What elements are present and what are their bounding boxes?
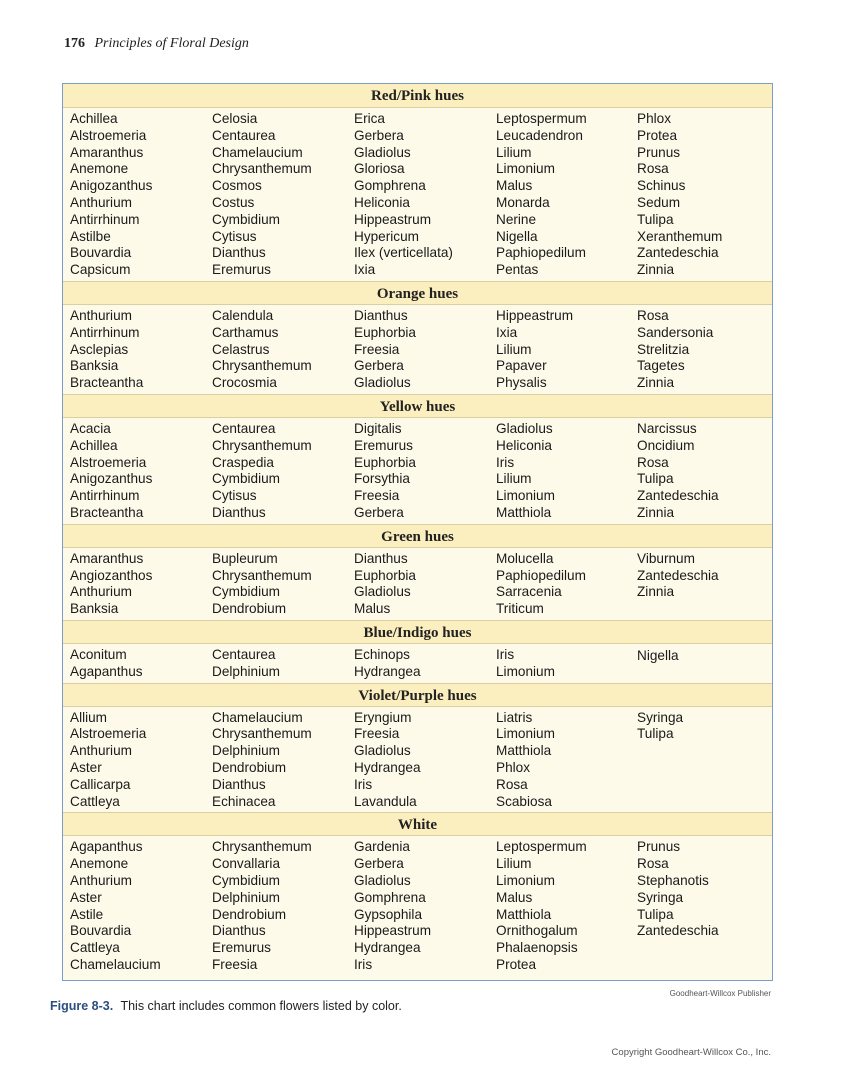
flower-name: Rosa bbox=[637, 454, 669, 470]
section-body-yellow-hues bbox=[63, 418, 772, 524]
section-title-orange-hues: Orange hues bbox=[63, 281, 772, 305]
flower-name: Anthurium bbox=[70, 194, 132, 210]
section-body-green-hues bbox=[63, 548, 772, 620]
flower-name: Antirrhinum bbox=[70, 211, 140, 227]
flower-name: Monarda bbox=[496, 194, 550, 210]
flower-name: Freesia bbox=[354, 726, 400, 742]
flower-name: Aster bbox=[70, 889, 102, 905]
flower-column bbox=[70, 551, 152, 618]
flower-column bbox=[496, 710, 555, 811]
flower-name: Ornithogalum bbox=[496, 923, 578, 939]
flower-name: Dendrobium bbox=[212, 601, 287, 617]
flower-name: Cymbidium bbox=[212, 872, 280, 888]
flower-name: Lilium bbox=[496, 471, 532, 487]
flower-name: Centaurea bbox=[212, 421, 276, 436]
flower-name: Gypsophila bbox=[354, 906, 423, 922]
flower-name: Sarracenia bbox=[496, 584, 562, 600]
flower-name: Prunus bbox=[637, 144, 681, 160]
flower-name: Craspedia bbox=[212, 454, 274, 470]
flower-name: Eryngium bbox=[354, 709, 412, 725]
flower-name: Hippeastrum bbox=[496, 308, 574, 323]
flower-name: Lilium bbox=[496, 341, 532, 357]
flower-name: Anthurium bbox=[70, 584, 132, 600]
flower-name: Chamelaucium bbox=[212, 144, 303, 160]
flower-name: Agapanthus bbox=[70, 663, 143, 679]
flower-name: Chrysanthemum bbox=[212, 726, 312, 742]
flower-name: Amaranthus bbox=[70, 550, 144, 566]
flower-name: Alstroemeria bbox=[70, 454, 147, 470]
flower-name: Matthiola bbox=[496, 504, 552, 520]
flower-name: Chrysanthemum bbox=[212, 161, 312, 177]
flower-column bbox=[212, 551, 312, 618]
flower-column bbox=[496, 421, 555, 522]
flower-name: Rosa bbox=[496, 776, 528, 792]
flower-column bbox=[637, 710, 683, 744]
flower-name: Amaranthus bbox=[70, 144, 144, 160]
flower-column bbox=[354, 551, 416, 618]
flower-name: Rosa bbox=[637, 856, 669, 872]
flower-name: Aster bbox=[70, 759, 102, 775]
flower-column bbox=[496, 839, 587, 973]
flower-name: Limonium bbox=[496, 663, 555, 679]
figure-caption bbox=[50, 999, 402, 1013]
flower-name: Gladiolus bbox=[354, 144, 411, 160]
flower-name: Bracteantha bbox=[70, 375, 144, 391]
flower-name: Paphiopedilum bbox=[496, 567, 586, 583]
flower-name: Gladiolus bbox=[354, 375, 411, 391]
flower-name: Nigella bbox=[637, 648, 679, 663]
section-title-white: White bbox=[63, 812, 772, 836]
flower-name: Bouvardia bbox=[70, 245, 132, 261]
flower-name: Dendrobium bbox=[212, 906, 287, 922]
flower-name: Hippeastrum bbox=[354, 211, 432, 227]
flower-name: Costus bbox=[212, 194, 255, 210]
flower-name: Forsythia bbox=[354, 471, 410, 487]
flower-name: Leucadendron bbox=[496, 127, 583, 143]
flower-name: Tulipa bbox=[637, 726, 674, 742]
flower-name: Scabiosa bbox=[496, 793, 552, 809]
flower-name: Dianthus bbox=[212, 245, 266, 261]
flower-name: Iris bbox=[354, 776, 373, 792]
flower-name: Tagetes bbox=[637, 358, 685, 374]
flower-name: Gerbera bbox=[354, 856, 404, 872]
flower-name: Limonium bbox=[496, 726, 555, 742]
flower-name: Celosia bbox=[212, 111, 258, 126]
flower-name: Calendula bbox=[212, 308, 274, 323]
flower-name: Ixia bbox=[496, 324, 518, 340]
page-header bbox=[64, 36, 249, 52]
flower-name: Malus bbox=[496, 889, 533, 905]
flower-name: Tulipa bbox=[637, 471, 674, 487]
flower-name: Callicarpa bbox=[70, 776, 131, 792]
flower-name: Bracteantha bbox=[70, 504, 144, 520]
flower-name: Phlox bbox=[637, 111, 672, 126]
flower-name: Agapanthus bbox=[70, 839, 143, 855]
flower-name: Chamelaucium bbox=[212, 709, 303, 725]
flower-name: Chrysanthemum bbox=[212, 358, 312, 374]
flower-name: Leptospermum bbox=[496, 111, 587, 126]
flower-name: Limonium bbox=[496, 161, 555, 177]
flower-name: Zinnia bbox=[637, 262, 675, 278]
flower-name: Delphinium bbox=[212, 889, 281, 905]
flower-name: Anemone bbox=[70, 856, 129, 872]
flower-name: Cytisus bbox=[212, 228, 257, 244]
flower-name: Lilium bbox=[496, 856, 532, 872]
flower-column bbox=[354, 710, 421, 811]
flower-name: Eremurus bbox=[354, 437, 413, 453]
flower-name: Molucella bbox=[496, 550, 554, 566]
flower-name: Capsicum bbox=[70, 262, 131, 278]
flower-name: Euphorbia bbox=[354, 567, 416, 583]
flower-name: Anthurium bbox=[70, 743, 132, 759]
flower-name: Anigozanthus bbox=[70, 471, 153, 487]
flower-name: Celastrus bbox=[212, 341, 270, 357]
copyright-notice: Copyright Goodheart-Willcox Co., Inc. bbox=[611, 1047, 771, 1058]
page-number: 176 bbox=[64, 36, 85, 51]
flower-name: Cattleya bbox=[70, 940, 120, 956]
figure-label: Figure 8-3. bbox=[50, 999, 114, 1013]
flower-name: Cymbidium bbox=[212, 471, 280, 487]
flower-name: Echinacea bbox=[212, 793, 276, 809]
section-title-yellow-hues: Yellow hues bbox=[63, 394, 772, 418]
flower-name: Gladiolus bbox=[354, 743, 411, 759]
flower-name: Gomphrena bbox=[354, 178, 426, 194]
flower-name: Hippeastrum bbox=[354, 923, 432, 939]
flower-name: Sandersonia bbox=[637, 324, 714, 340]
flower-column bbox=[637, 111, 722, 279]
flower-column bbox=[496, 647, 555, 681]
flower-name: Gomphrena bbox=[354, 889, 426, 905]
flower-column bbox=[70, 111, 152, 279]
flower-name: Iris bbox=[496, 454, 515, 470]
flower-name: Oncidium bbox=[637, 437, 695, 453]
flower-name: Centaurea bbox=[212, 647, 276, 662]
flower-name: Chrysanthemum bbox=[212, 839, 312, 855]
flower-name: Syringa bbox=[637, 709, 684, 725]
flower-column bbox=[70, 308, 143, 392]
flower-name: Nigella bbox=[496, 228, 538, 244]
flower-name: Banksia bbox=[70, 358, 119, 374]
flower-name: Gladiolus bbox=[354, 872, 411, 888]
flower-name: Schinus bbox=[637, 178, 686, 194]
section-title-blue-indigo-hues: Blue/Indigo hues bbox=[63, 620, 772, 644]
flower-name: Eremurus bbox=[212, 940, 271, 956]
flower-name: Gerbera bbox=[354, 504, 404, 520]
flower-column bbox=[496, 308, 573, 392]
flower-name: Convallaria bbox=[212, 856, 281, 872]
flower-name: Freesia bbox=[354, 341, 400, 357]
flower-name: Angiozanthos bbox=[70, 567, 153, 583]
flower-name: Nerine bbox=[496, 211, 537, 227]
flower-name: Astile bbox=[70, 906, 104, 922]
section-body-blue-indigo-hues bbox=[63, 644, 772, 683]
flower-name: Phlox bbox=[496, 759, 531, 775]
flower-column bbox=[354, 308, 416, 392]
flower-name: Delphinium bbox=[212, 743, 281, 759]
flower-name: Cosmos bbox=[212, 178, 262, 194]
flower-name: Antirrhinum bbox=[70, 324, 140, 340]
flower-name: Heliconia bbox=[354, 194, 410, 210]
flower-name: Zinnia bbox=[637, 584, 675, 600]
flower-column bbox=[212, 421, 312, 522]
flower-column bbox=[637, 308, 713, 392]
flower-name: Gloriosa bbox=[354, 161, 405, 177]
flower-name: Banksia bbox=[70, 601, 119, 617]
flower-name: Anemone bbox=[70, 161, 129, 177]
flower-name: Dianthus bbox=[212, 776, 266, 792]
flower-column bbox=[496, 551, 586, 618]
flower-name: Gladiolus bbox=[354, 584, 411, 600]
flower-column bbox=[637, 839, 719, 940]
flower-name: Anigozanthus bbox=[70, 178, 153, 194]
flower-name: Acacia bbox=[70, 421, 111, 436]
flower-name: Chrysanthemum bbox=[212, 567, 312, 583]
flower-name: Astilbe bbox=[70, 228, 111, 244]
flower-name: Dianthus bbox=[212, 923, 266, 939]
flower-name: Cattleya bbox=[70, 793, 120, 809]
flower-name: Bupleurum bbox=[212, 550, 278, 566]
flower-name: Digitalis bbox=[354, 421, 402, 436]
flower-column bbox=[496, 111, 587, 279]
flower-name: Strelitzia bbox=[637, 341, 690, 357]
flower-name: Rosa bbox=[637, 161, 669, 177]
flower-name: Alstroemeria bbox=[70, 127, 147, 143]
flower-name: Freesia bbox=[212, 956, 258, 972]
flower-name: Phalaenopsis bbox=[496, 940, 578, 956]
flower-name: Narcissus bbox=[637, 421, 697, 436]
flower-name: Viburnum bbox=[637, 550, 695, 566]
flower-name: Malus bbox=[496, 178, 533, 194]
flower-name: Limonium bbox=[496, 872, 555, 888]
flower-name: Euphorbia bbox=[354, 324, 416, 340]
flower-name: Zinnia bbox=[637, 504, 675, 520]
section-body-white bbox=[63, 836, 772, 975]
flower-name: Bouvardia bbox=[70, 923, 132, 939]
flower-name: Zantedeschia bbox=[637, 488, 719, 504]
flower-column bbox=[212, 647, 280, 681]
flower-name: Chrysanthemum bbox=[212, 437, 312, 453]
flower-name: Matthiola bbox=[496, 743, 552, 759]
flower-name: Zantedeschia bbox=[637, 923, 719, 939]
flower-name: Zantedeschia bbox=[637, 245, 719, 261]
flower-name: Malus bbox=[354, 601, 391, 617]
flower-name: Protea bbox=[496, 956, 537, 972]
flower-name: Heliconia bbox=[496, 437, 552, 453]
flower-column bbox=[212, 839, 312, 973]
book-title: Principles of Floral Design bbox=[94, 36, 249, 51]
section-title-green-hues: Green hues bbox=[63, 524, 772, 548]
flower-name: Paphiopedilum bbox=[496, 245, 586, 261]
flower-name: Physalis bbox=[496, 375, 547, 391]
flower-name: Freesia bbox=[354, 488, 400, 504]
flower-name: Anthurium bbox=[70, 872, 132, 888]
flower-name: Anthurium bbox=[70, 308, 132, 323]
flower-name: Syringa bbox=[637, 889, 684, 905]
flower-name: Hydrangea bbox=[354, 759, 421, 775]
section-body-red-pink-hues bbox=[63, 108, 772, 281]
flower-name: Stephanotis bbox=[637, 872, 709, 888]
flower-name: Liatris bbox=[496, 709, 533, 725]
flower-column bbox=[637, 421, 719, 522]
section-body-violet-purple-hues bbox=[63, 707, 772, 813]
flower-name: Dianthus bbox=[354, 308, 408, 323]
flower-name: Gerbera bbox=[354, 358, 404, 374]
flower-name: Xeranthemum bbox=[637, 228, 723, 244]
flower-column bbox=[70, 710, 146, 811]
flower-name: Aconitum bbox=[70, 647, 127, 662]
flower-column bbox=[354, 647, 421, 681]
section-title-red-pink-hues: Red/Pink hues bbox=[63, 84, 772, 108]
flower-name: Limonium bbox=[496, 488, 555, 504]
flower-name: Chamelaucium bbox=[70, 956, 161, 972]
flower-name: Carthamus bbox=[212, 324, 279, 340]
flower-name: Dianthus bbox=[212, 504, 266, 520]
flower-name: Papaver bbox=[496, 358, 547, 374]
flower-column bbox=[354, 111, 453, 279]
flower-name: Eremurus bbox=[212, 262, 271, 278]
flower-color-chart bbox=[62, 83, 773, 981]
section-body-orange-hues bbox=[63, 305, 772, 394]
flower-name: Echinops bbox=[354, 647, 410, 662]
flower-name: Crocosmia bbox=[212, 375, 277, 391]
flower-name: Zinnia bbox=[637, 375, 675, 391]
flower-name: Lavandula bbox=[354, 793, 417, 809]
flower-name: Cymbidium bbox=[212, 584, 280, 600]
flower-column bbox=[212, 308, 312, 392]
flower-name: Iris bbox=[354, 956, 373, 972]
flower-name: Rosa bbox=[637, 308, 669, 323]
flower-name: Protea bbox=[637, 127, 678, 143]
flower-name: Sedum bbox=[637, 194, 681, 210]
flower-name: Hypericum bbox=[354, 228, 419, 244]
flower-column bbox=[212, 710, 312, 811]
flower-name: Asclepias bbox=[70, 341, 129, 357]
flower-column bbox=[70, 647, 143, 681]
flower-column bbox=[354, 839, 431, 973]
flower-name: Hydrangea bbox=[354, 940, 421, 956]
flower-name: Ilex (verticellata) bbox=[354, 245, 453, 261]
flower-column bbox=[70, 839, 161, 973]
flower-name: Iris bbox=[496, 647, 515, 662]
flower-name: Achillea bbox=[70, 437, 118, 453]
flower-name: Matthiola bbox=[496, 906, 552, 922]
flower-name: Gardenia bbox=[354, 839, 410, 855]
flower-name: Gladiolus bbox=[496, 421, 553, 436]
flower-name: Hydrangea bbox=[354, 663, 421, 679]
flower-name: Delphinium bbox=[212, 663, 281, 679]
section-title-violet-purple-hues: Violet/Purple hues bbox=[63, 683, 772, 707]
flower-name: Allium bbox=[70, 709, 108, 725]
flower-name: Dendrobium bbox=[212, 759, 287, 775]
flower-column bbox=[70, 421, 152, 522]
flower-name: Triticum bbox=[496, 601, 544, 617]
flower-name: Prunus bbox=[637, 839, 681, 855]
flower-name: Achillea bbox=[70, 111, 118, 126]
flower-name: Zantedeschia bbox=[637, 567, 719, 583]
flower-name: Ixia bbox=[354, 262, 376, 278]
flower-name: Alstroemeria bbox=[70, 726, 147, 742]
flower-name: Lilium bbox=[496, 144, 532, 160]
publisher-credit: Goodheart-Willcox Publisher bbox=[669, 989, 771, 998]
flower-name: Centaurea bbox=[212, 127, 276, 143]
figure-caption-text: This chart includes common flowers listed by color. bbox=[120, 999, 402, 1013]
flower-name: Cymbidium bbox=[212, 211, 280, 227]
flower-name: Euphorbia bbox=[354, 454, 416, 470]
flower-name: Dianthus bbox=[354, 550, 408, 566]
flower-column bbox=[637, 648, 679, 665]
flower-name: Antirrhinum bbox=[70, 488, 140, 504]
flower-column bbox=[354, 421, 416, 522]
flower-name: Cytisus bbox=[212, 488, 257, 504]
flower-name: Leptospermum bbox=[496, 839, 587, 855]
flower-name: Tulipa bbox=[637, 906, 674, 922]
flower-name: Gerbera bbox=[354, 127, 404, 143]
flower-name: Tulipa bbox=[637, 211, 674, 227]
flower-name: Pentas bbox=[496, 262, 539, 278]
flower-name: Erica bbox=[354, 111, 385, 126]
flower-column bbox=[212, 111, 312, 279]
flower-column bbox=[637, 551, 719, 601]
